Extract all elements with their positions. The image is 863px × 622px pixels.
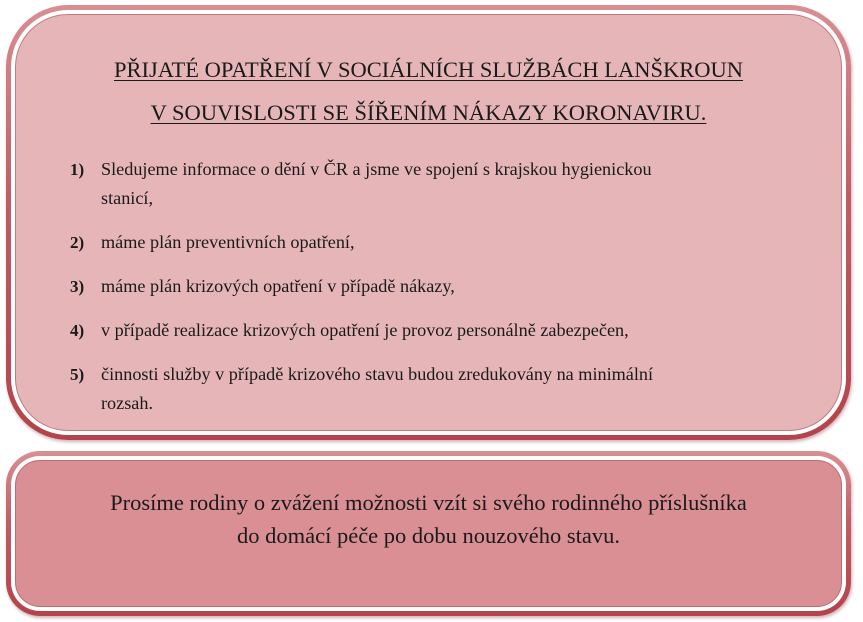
measure-text-line: činnosti služby v případě krizového stavu budou zredukovány na minimální xyxy=(101,364,654,384)
measure-text-line: rozsah. xyxy=(101,393,154,413)
measure-item-3 xyxy=(70,272,810,301)
appeal-line-2: do domácí péče po dobu nouzového stavu. xyxy=(236,523,621,549)
measures-panel-frame xyxy=(11,10,846,435)
measure-item-1 xyxy=(70,155,810,213)
measure-text-line: máme plán krizových opatření v případě nákazy, xyxy=(101,276,455,296)
measure-text-line: v případě realizace krizových opatření je provoz personálně zabezpečen, xyxy=(101,320,629,340)
notice-title-line-2: V SOUVISLOSTI SE ŠÍŘENÍM NÁKAZY KORONAVIRU. xyxy=(150,100,707,125)
measure-number: 2) xyxy=(70,233,85,252)
measure-item-4 xyxy=(70,316,810,345)
appeal-panel-frame xyxy=(11,456,846,611)
notice-title-line-1: PŘIJATÉ OPATŘENÍ V SOCIÁLNÍCH SLUŽBÁCH LANŠKROUN xyxy=(113,57,744,82)
appeal-panel-body xyxy=(15,460,842,607)
measure-number: 1) xyxy=(70,160,85,179)
measure-number: 4) xyxy=(70,321,85,340)
measure-text-line: máme plán preventivních opatření, xyxy=(101,232,355,252)
measure-number: 5) xyxy=(70,365,85,384)
measure-text-line: stanicí, xyxy=(101,188,154,208)
measures-list xyxy=(70,155,810,433)
measure-item-2 xyxy=(70,228,810,257)
appeal-text xyxy=(110,486,747,552)
measure-number: 3) xyxy=(70,277,85,296)
measures-panel-body xyxy=(15,14,842,431)
appeal-panel xyxy=(6,451,851,616)
measure-text-line: Sledujeme informace o dění v ČR a jsme ve spojení s krajskou hygienickou xyxy=(101,159,652,179)
measures-panel xyxy=(6,5,851,440)
appeal-line-1: Prosíme rodiny o zvážení možnosti vzít si svého rodinného příslušníka xyxy=(110,490,747,516)
measure-item-5 xyxy=(70,360,810,418)
